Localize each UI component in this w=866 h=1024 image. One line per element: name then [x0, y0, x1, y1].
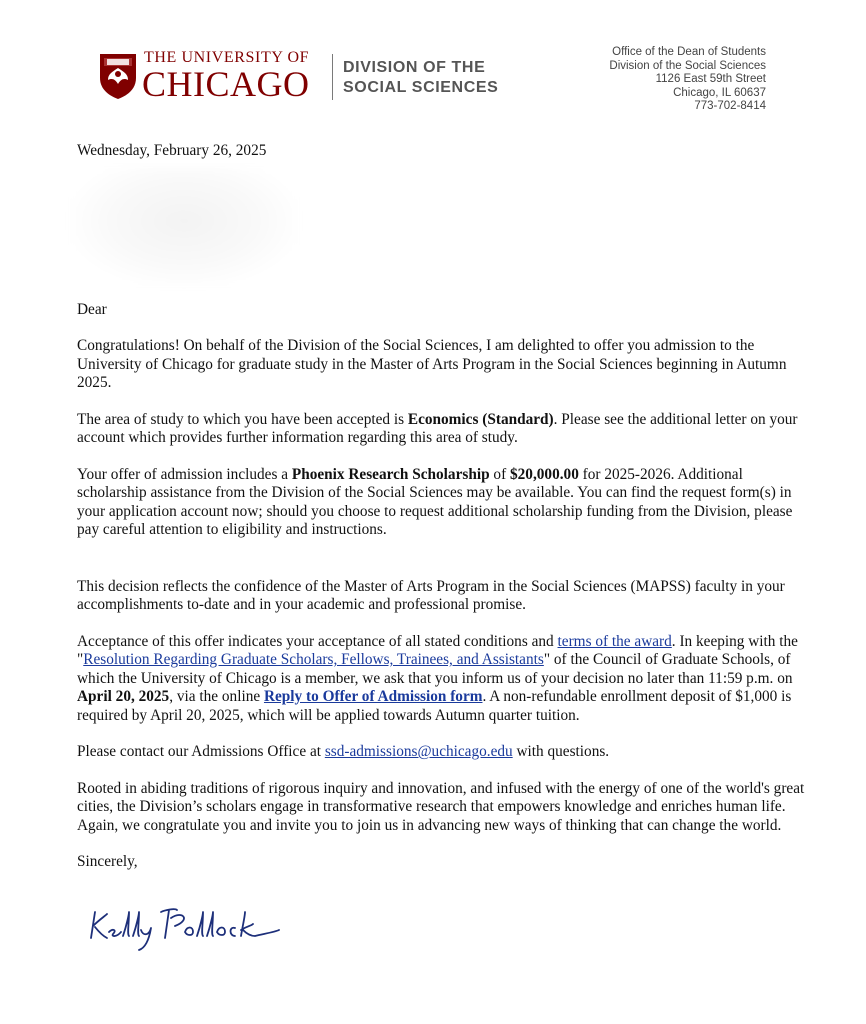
- area-of-study: Economics (Standard): [407, 410, 554, 428]
- university-name-small: THE UNIVERSITY OF: [144, 49, 310, 66]
- letterhead-divider: [332, 54, 333, 100]
- scholarship-amount: $20,000.00: [510, 465, 579, 483]
- university-name-large: CHICAGO: [142, 64, 310, 104]
- scholarship-name: Phoenix Research Scholarship: [291, 465, 490, 483]
- division-name-line2: SOCIAL SCIENCES: [343, 79, 499, 96]
- closing: Sincerely,: [77, 853, 138, 870]
- office-address: [609, 46, 766, 114]
- paragraph-acceptance: Acceptance of this offer indicates your acceptance of all stated conditions and terms of the award. In keeping with the "Resolution Regarding Graduate Scholars, Fellows, Trainees, and Assistants" of the Council of Graduate Schools, of which the University of Chicago is a member, we ask that you inform us of your decision no later than 11:59 p.m. on April 20, 2025, via the online Reply to Offer of Admission form. A non-refundable enrollment deposit of $1,000 is required by April 20, 2025, which will be applied towards Autumn quarter tuition.: [77, 632, 798, 724]
- office-line: 1126 East 59th Street: [655, 73, 766, 85]
- resolution-link[interactable]: Resolution Regarding Graduate Scholars, Fellows, Trainees, and Assistants: [83, 651, 544, 668]
- university-crest-icon: [98, 52, 138, 100]
- salutation: Dear: [77, 300, 107, 318]
- letter-date: Wednesday, February 26, 2025: [77, 142, 267, 159]
- redacted-address-block: [69, 167, 299, 287]
- decision-deadline: April 20, 2025: [77, 688, 170, 705]
- terms-of-award-link[interactable]: terms of the award: [557, 632, 672, 650]
- paragraph-contact: Please contact our Admissions Office at ssd-admissions@uchicago.edu with questions.: [77, 743, 610, 760]
- paragraph-admission: Congratulations! On behalf of the Division of the Social Sciences, I am delighted to offer you admission to the University of Chicago for graduate study in the Master of Arts Program in the Social Sciences beginning in Autumn 2025.: [77, 337, 787, 391]
- reply-form-link[interactable]: Reply to Offer of Admission form: [263, 688, 483, 705]
- office-line: Division of the Social Sciences: [609, 59, 766, 72]
- admissions-email-link[interactable]: ssd-admissions@uchicago.edu: [324, 743, 513, 760]
- paragraph-decision: This decision reflects the confidence of the Master of Arts Program in the Social Sciences (MAPSS) faculty in your accomplishments to-date and in your academic and professional promise.: [77, 577, 785, 613]
- office-line: 773-702-8414: [694, 100, 766, 112]
- office-line: Chicago, IL 60637: [673, 86, 766, 99]
- office-line: Office of the Dean of Students: [612, 46, 766, 58]
- division-name-line1: DIVISION OF THE: [343, 59, 486, 76]
- paragraph-scholarship: Your offer of admission includes a Phoenix Research Scholarship of $20,000.00 for 2025-2026. Additional scholarship assistance from the Division of the Social Sciences may be available. You can find the request form(s) in your application account now; should you choose to request additional scholarship funding from the Division, please pay careful attention to eligibility and instructions.: [77, 465, 793, 538]
- letter-body: [77, 142, 807, 959]
- paragraph-area-of-study: The area of study to which you have been accepted is Economics (Standard). Please see the additional letter on your account which provides further information regarding this area of study.: [77, 410, 798, 446]
- paragraph-closing-statement: Rooted in abiding traditions of rigorous inquiry and innovation, and infused with the energy of one of the world's great cities, the Division’s scholars engage in transformative research that empowers knowledge and enriches human life. Again, we congratulate you and invite you to join us in advancing new ways of thinking that can change the world.: [77, 779, 805, 834]
- handwritten-signature: [83, 894, 283, 954]
